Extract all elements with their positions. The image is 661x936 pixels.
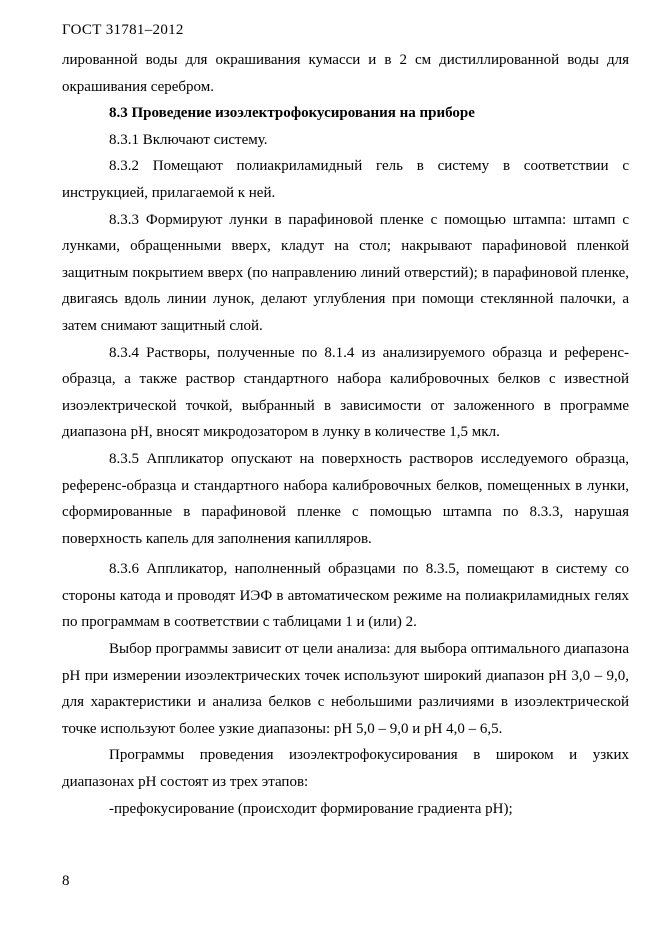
paragraph-program-choice: Выбор программы зависит от цели анализа: для выбора оптимального диапазона рН при измерении изоэлектрических точек используют широкий диапазон рН 3,0 – 9,0, для характеристики и анализа белков с небольшими различиями в изоэлектрической точке используют более узкие диапазоны: рН 5,0 – 9,0 и рН 4,0 – 6,5.	[62, 641, 629, 737]
paragraph-8-3-3: 8.3.3 Формируют лунки в парафиновой пленке с помощью штампа: штамп с лунками, обращенными вверх, кладут на стол; накрывают парафиновой пленкой защитным покрытием вверх (по направлению линий отверстий); в парафиновой пленке, двигаясь вдоль линии лунок, делают углубления при помощи стеклянной палочки, а затем снимают защитный слой.	[62, 211, 629, 334]
standard-header: ГОСТ 31781–2012	[62, 22, 184, 38]
paragraph-program-stages: Программы проведения изоэлектрофокусирования в широком и узких диапазонах рН состоят из трех этапов:	[62, 747, 629, 791]
paragraph-8-3-2: 8.3.2 Помещают полиакриламидный гель в систему в соответствии с инструкцией, прилагаемой к ней.	[62, 158, 629, 201]
paragraph-8-3-6: 8.3.6 Аппликатор, наполненный образцами по 8.3.5, помещают в систему со стороны катода и проводят ИЭФ в автоматическом режиме на полиакриламидных гелях по программам в соответствии с таблицами 1 и (или) 2.	[62, 561, 629, 631]
section-heading: 8.3 Проведение изоэлектрофокусирования на приборе	[109, 105, 475, 122]
list-item-prefocusing: -префокусирование (происходит формирование градиента рН);	[109, 800, 513, 817]
paragraph-8-3-4: 8.3.4 Растворы, полученные по 8.1.4 из анализируемого образца и референс-образца, а также раствор стандартного набора калибровочных белков с известной изоэлектрической точкой, выбранный в зависимости от заложенного в программе диапазона рН, вносят микродозатором в лунку в количестве 1,5 мкл.	[62, 344, 629, 441]
paragraph-8-3-1: 8.3.1 Включают систему.	[109, 131, 268, 148]
document-body	[62, 47, 629, 822]
paragraph-8-3-5: 8.3.5 Аппликатор опускают на поверхность растворов исследуемого образца, референс-образца и стандартного набора калибровочных белков, помещенных в лунки, сформированные в парафиновой пленке с помощью штампа по 8.3.3, нарушая поверхность капель для заполнения капилляров.	[62, 450, 629, 547]
paragraph-continuation: лированной воды для окрашивания кумасси и в 2 см дистиллированной воды для окрашивания серебром.	[62, 52, 629, 95]
page-number: 8	[62, 873, 70, 889]
